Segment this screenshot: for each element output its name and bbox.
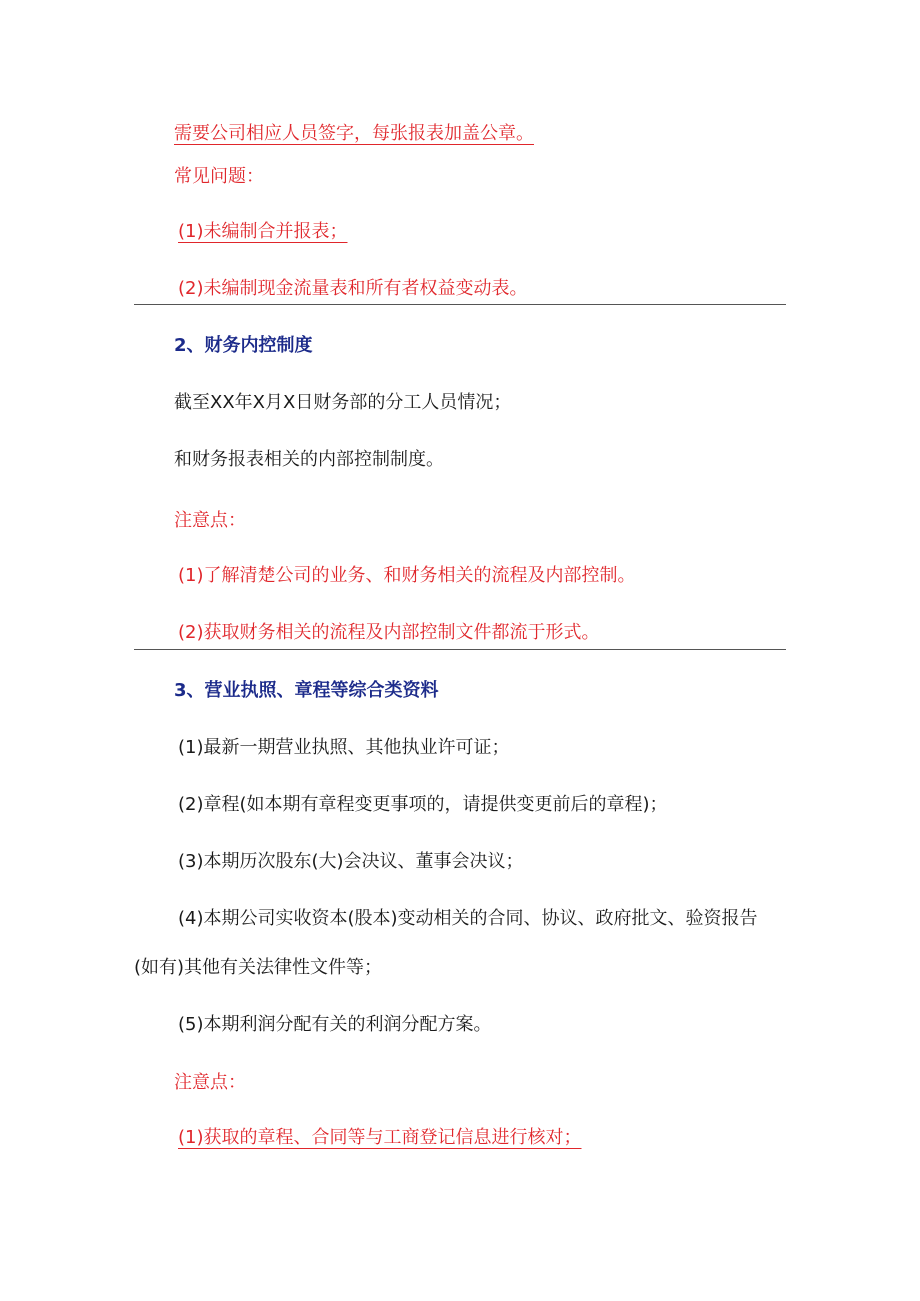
common-issue-item: (1)未编制合并报表；: [178, 221, 348, 242]
section-3-item-continued: (如有)其他有关法律性文件等；: [134, 957, 383, 978]
section-3-item: (1)最新一期营业执照、其他执业许可证；: [178, 737, 510, 758]
common-issue-item: (2)未编制现金流量表和所有者权益变动表。: [178, 278, 528, 299]
section-2-heading: 2、财务内控制度: [174, 335, 313, 356]
section-2-line: 截至XX年X月X日财务部的分工人员情况；: [174, 392, 512, 413]
section-divider: [134, 649, 786, 650]
notes-label: 注意点：: [174, 1072, 246, 1093]
signature-requirement-text: 需要公司相应人员签字，每张报表加盖公章。: [174, 123, 534, 144]
section-3-heading: 3、营业执照、章程等综合类资料: [174, 680, 439, 701]
notes-label: 注意点：: [174, 510, 246, 531]
section-divider: [134, 304, 786, 305]
note-item: (2)获取财务相关的流程及内部控制文件都流于形式。: [178, 622, 600, 643]
section-3-item: (3)本期历次股东(大)会决议、董事会决议；: [178, 851, 524, 872]
section-2-line: 和财务报表相关的内部控制制度。: [174, 449, 444, 470]
section-3-item: (4)本期公司实收资本(股本)变动相关的合同、协议、政府批文、验资报告: [178, 908, 758, 929]
note-item: (1)获取的章程、合同等与工商登记信息进行核对；: [178, 1127, 582, 1148]
common-issues-label: 常见问题：: [174, 166, 264, 187]
section-3-item: (2)章程(如本期有章程变更事项的，请提供变更前后的章程)；: [178, 794, 668, 815]
section-3-item: (5)本期利润分配有关的利润分配方案。: [178, 1014, 492, 1035]
note-item: (1)了解清楚公司的业务、和财务相关的流程及内部控制。: [178, 565, 636, 586]
